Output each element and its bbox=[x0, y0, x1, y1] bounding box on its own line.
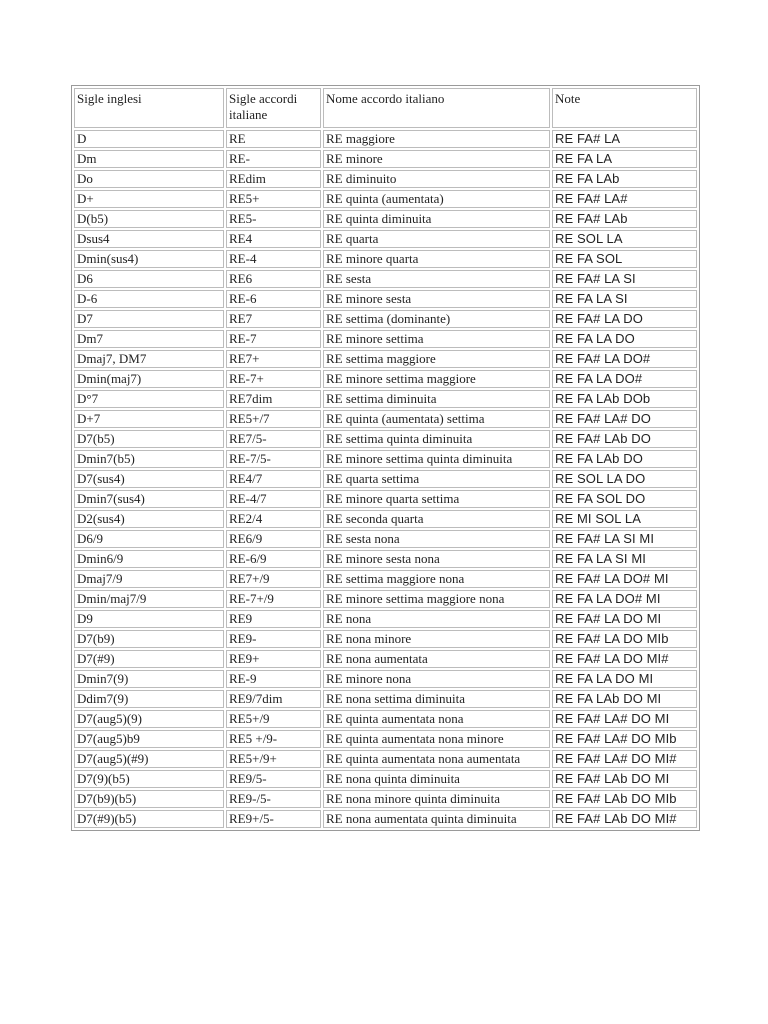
english-symbol-cell: D7(aug5)(#9) bbox=[74, 750, 224, 768]
italian-name-cell: RE minore settima quinta diminuita bbox=[323, 450, 550, 468]
header-notes: Note bbox=[552, 88, 697, 128]
italian-symbol-cell: RE5+/9+ bbox=[226, 750, 321, 768]
english-symbol-cell: Dmin(sus4) bbox=[74, 250, 224, 268]
english-symbol-cell: D7(aug5)(9) bbox=[74, 710, 224, 728]
italian-symbol-cell: RE-7+ bbox=[226, 370, 321, 388]
table-row bbox=[74, 630, 697, 648]
italian-symbol-cell: RE7 bbox=[226, 310, 321, 328]
italian-name-cell: RE quinta aumentata nona minore bbox=[323, 730, 550, 748]
notes-cell: RE FA LA SI MI bbox=[552, 550, 697, 568]
italian-symbol-cell: RE5 +/9- bbox=[226, 730, 321, 748]
english-symbol-cell: D7(b9) bbox=[74, 630, 224, 648]
notes-cell: RE FA# LA# DO MI bbox=[552, 710, 697, 728]
english-symbol-cell: D°7 bbox=[74, 390, 224, 408]
italian-name-cell: RE quinta aumentata nona aumentata bbox=[323, 750, 550, 768]
table-row bbox=[74, 210, 697, 228]
italian-symbol-cell: RE-4/7 bbox=[226, 490, 321, 508]
italian-symbol-cell: RE7/5- bbox=[226, 430, 321, 448]
italian-name-cell: RE minore settima maggiore bbox=[323, 370, 550, 388]
english-symbol-cell: D7(aug5)b9 bbox=[74, 730, 224, 748]
italian-name-cell: RE quinta aumentata nona bbox=[323, 710, 550, 728]
english-symbol-cell: Dmin7(b5) bbox=[74, 450, 224, 468]
italian-name-cell: RE settima quinta diminuita bbox=[323, 430, 550, 448]
table-row bbox=[74, 130, 697, 148]
notes-cell: RE FA# LA DO# MI bbox=[552, 570, 697, 588]
english-symbol-cell: Dmaj7, DM7 bbox=[74, 350, 224, 368]
notes-cell: RE FA# LA# bbox=[552, 190, 697, 208]
table-row bbox=[74, 310, 697, 328]
table-row bbox=[74, 190, 697, 208]
notes-cell: RE FA# LA bbox=[552, 130, 697, 148]
italian-symbol-cell: RE4 bbox=[226, 230, 321, 248]
english-symbol-cell: Dmaj7/9 bbox=[74, 570, 224, 588]
notes-cell: RE MI SOL LA bbox=[552, 510, 697, 528]
notes-cell: RE FA# LA SI bbox=[552, 270, 697, 288]
italian-name-cell: RE quarta settima bbox=[323, 470, 550, 488]
table-row bbox=[74, 650, 697, 668]
italian-name-cell: RE minore quarta bbox=[323, 250, 550, 268]
table-row bbox=[74, 550, 697, 568]
notes-cell: RE FA# LA DO MI# bbox=[552, 650, 697, 668]
italian-name-cell: RE minore bbox=[323, 150, 550, 168]
italian-symbol-cell: RE5+/7 bbox=[226, 410, 321, 428]
italian-name-cell: RE seconda quarta bbox=[323, 510, 550, 528]
english-symbol-cell: D-6 bbox=[74, 290, 224, 308]
english-symbol-cell: Ddim7(9) bbox=[74, 690, 224, 708]
table-row bbox=[74, 810, 697, 828]
english-symbol-cell: D7(sus4) bbox=[74, 470, 224, 488]
table-row bbox=[74, 170, 697, 188]
notes-cell: RE FA LAb DOb bbox=[552, 390, 697, 408]
italian-name-cell: RE quarta bbox=[323, 230, 550, 248]
english-symbol-cell: D6 bbox=[74, 270, 224, 288]
table-row bbox=[74, 450, 697, 468]
english-symbol-cell: Dmin7(9) bbox=[74, 670, 224, 688]
italian-symbol-cell: RE9-/5- bbox=[226, 790, 321, 808]
italian-symbol-cell: RE9/7dim bbox=[226, 690, 321, 708]
notes-cell: RE FA# LA DO bbox=[552, 310, 697, 328]
english-symbol-cell: Dm7 bbox=[74, 330, 224, 348]
notes-cell: RE FA LA bbox=[552, 150, 697, 168]
italian-name-cell: RE minore sesta bbox=[323, 290, 550, 308]
notes-cell: RE FA LAb DO MI bbox=[552, 690, 697, 708]
table-row bbox=[74, 670, 697, 688]
notes-cell: RE FA# LA DO# bbox=[552, 350, 697, 368]
notes-cell: RE SOL LA bbox=[552, 230, 697, 248]
english-symbol-cell: D9 bbox=[74, 610, 224, 628]
italian-symbol-cell: RE7dim bbox=[226, 390, 321, 408]
italian-name-cell: RE settima maggiore bbox=[323, 350, 550, 368]
notes-cell: RE FA LA DO# MI bbox=[552, 590, 697, 608]
english-symbol-cell: D2(sus4) bbox=[74, 510, 224, 528]
notes-cell: RE FA# LAb DO MIb bbox=[552, 790, 697, 808]
english-symbol-cell: D7(#9) bbox=[74, 650, 224, 668]
italian-name-cell: RE quinta diminuita bbox=[323, 210, 550, 228]
italian-name-cell: RE nona aumentata quinta diminuita bbox=[323, 810, 550, 828]
table-row bbox=[74, 750, 697, 768]
header-row bbox=[74, 88, 697, 128]
italian-name-cell: RE minore nona bbox=[323, 670, 550, 688]
table-row bbox=[74, 710, 697, 728]
italian-name-cell: RE sesta nona bbox=[323, 530, 550, 548]
table-row bbox=[74, 290, 697, 308]
table-row bbox=[74, 530, 697, 548]
italian-symbol-cell: RE7+/9 bbox=[226, 570, 321, 588]
italian-symbol-cell: RE-7 bbox=[226, 330, 321, 348]
table-row bbox=[74, 330, 697, 348]
english-symbol-cell: Dsus4 bbox=[74, 230, 224, 248]
table-row bbox=[74, 610, 697, 628]
italian-name-cell: RE nona minore quinta diminuita bbox=[323, 790, 550, 808]
english-symbol-cell: D7(#9)(b5) bbox=[74, 810, 224, 828]
italian-symbol-cell: RE6 bbox=[226, 270, 321, 288]
italian-name-cell: RE nona settima diminuita bbox=[323, 690, 550, 708]
italian-symbol-cell: RE9+ bbox=[226, 650, 321, 668]
table-row bbox=[74, 770, 697, 788]
table-row bbox=[74, 370, 697, 388]
italian-symbol-cell: RE5+/9 bbox=[226, 710, 321, 728]
notes-cell: RE FA# LAb bbox=[552, 210, 697, 228]
italian-name-cell: RE nona aumentata bbox=[323, 650, 550, 668]
notes-cell: RE FA# LA# DO MI# bbox=[552, 750, 697, 768]
english-symbol-cell: Dmin7(sus4) bbox=[74, 490, 224, 508]
italian-symbol-cell: RE-7+/9 bbox=[226, 590, 321, 608]
italian-name-cell: RE settima maggiore nona bbox=[323, 570, 550, 588]
italian-name-cell: RE diminuito bbox=[323, 170, 550, 188]
english-symbol-cell: Dm bbox=[74, 150, 224, 168]
notes-cell: RE FA LA DO# bbox=[552, 370, 697, 388]
table-row bbox=[74, 270, 697, 288]
italian-symbol-cell: RE2/4 bbox=[226, 510, 321, 528]
italian-name-cell: RE quinta (aumentata) bbox=[323, 190, 550, 208]
english-symbol-cell: D7(b5) bbox=[74, 430, 224, 448]
italian-symbol-cell: RE-7/5- bbox=[226, 450, 321, 468]
italian-symbol-cell: RE9 bbox=[226, 610, 321, 628]
italian-name-cell: RE sesta bbox=[323, 270, 550, 288]
italian-symbol-cell: RE-6 bbox=[226, 290, 321, 308]
table-row bbox=[74, 150, 697, 168]
chord-table-container bbox=[71, 85, 696, 831]
italian-symbol-cell: RE5- bbox=[226, 210, 321, 228]
table-row bbox=[74, 490, 697, 508]
english-symbol-cell: D bbox=[74, 130, 224, 148]
italian-symbol-cell: RE4/7 bbox=[226, 470, 321, 488]
notes-cell: RE FA SOL bbox=[552, 250, 697, 268]
italian-symbol-cell: REdim bbox=[226, 170, 321, 188]
notes-cell: RE FA# LA SI MI bbox=[552, 530, 697, 548]
english-symbol-cell: D6/9 bbox=[74, 530, 224, 548]
notes-cell: RE FA LA SI bbox=[552, 290, 697, 308]
italian-name-cell: RE nona bbox=[323, 610, 550, 628]
italian-symbol-cell: RE5+ bbox=[226, 190, 321, 208]
notes-cell: RE FA# LA DO MI bbox=[552, 610, 697, 628]
english-symbol-cell: Dmin(maj7) bbox=[74, 370, 224, 388]
table-row bbox=[74, 570, 697, 588]
italian-symbol-cell: RE9/5- bbox=[226, 770, 321, 788]
italian-symbol-cell: RE7+ bbox=[226, 350, 321, 368]
italian-symbol-cell: RE-9 bbox=[226, 670, 321, 688]
english-symbol-cell: Do bbox=[74, 170, 224, 188]
english-symbol-cell: D7(9)(b5) bbox=[74, 770, 224, 788]
italian-name-cell: RE minore settima maggiore nona bbox=[323, 590, 550, 608]
italian-symbol-cell: RE6/9 bbox=[226, 530, 321, 548]
notes-cell: RE FA# LAb DO bbox=[552, 430, 697, 448]
italian-symbol-cell: RE- bbox=[226, 150, 321, 168]
table-row bbox=[74, 790, 697, 808]
chord-table bbox=[71, 85, 700, 831]
notes-cell: RE SOL LA DO bbox=[552, 470, 697, 488]
english-symbol-cell: D7 bbox=[74, 310, 224, 328]
english-symbol-cell: D(b5) bbox=[74, 210, 224, 228]
english-symbol-cell: Dmin/maj7/9 bbox=[74, 590, 224, 608]
notes-cell: RE FA# LA DO MIb bbox=[552, 630, 697, 648]
italian-name-cell: RE minore sesta nona bbox=[323, 550, 550, 568]
notes-cell: RE FA# LAb DO MI# bbox=[552, 810, 697, 828]
table-row bbox=[74, 250, 697, 268]
chord-table-body bbox=[74, 88, 697, 828]
table-row bbox=[74, 350, 697, 368]
notes-cell: RE FA LA DO bbox=[552, 330, 697, 348]
english-symbol-cell: Dmin6/9 bbox=[74, 550, 224, 568]
english-symbol-cell: D+ bbox=[74, 190, 224, 208]
italian-name-cell: RE settima (dominante) bbox=[323, 310, 550, 328]
italian-symbol-cell: RE9- bbox=[226, 630, 321, 648]
notes-cell: RE FA# LA# DO MIb bbox=[552, 730, 697, 748]
italian-name-cell: RE nona minore bbox=[323, 630, 550, 648]
notes-cell: RE FA LAb DO bbox=[552, 450, 697, 468]
notes-cell: RE FA LAb bbox=[552, 170, 697, 188]
italian-name-cell: RE minore settima bbox=[323, 330, 550, 348]
table-row bbox=[74, 690, 697, 708]
italian-name-cell: RE maggiore bbox=[323, 130, 550, 148]
english-symbol-cell: D7(b9)(b5) bbox=[74, 790, 224, 808]
italian-name-cell: RE settima diminuita bbox=[323, 390, 550, 408]
english-symbol-cell: D+7 bbox=[74, 410, 224, 428]
header-english-symbols: Sigle inglesi bbox=[74, 88, 224, 128]
table-row bbox=[74, 430, 697, 448]
table-row bbox=[74, 510, 697, 528]
table-row bbox=[74, 730, 697, 748]
table-row bbox=[74, 390, 697, 408]
italian-name-cell: RE quinta (aumentata) settima bbox=[323, 410, 550, 428]
header-italian-name: Nome accordo italiano bbox=[323, 88, 550, 128]
table-row bbox=[74, 410, 697, 428]
notes-cell: RE FA# LAb DO MI bbox=[552, 770, 697, 788]
italian-name-cell: RE minore quarta settima bbox=[323, 490, 550, 508]
italian-name-cell: RE nona quinta diminuita bbox=[323, 770, 550, 788]
header-italian-symbols: Sigle accordi italiane bbox=[226, 88, 321, 128]
table-row bbox=[74, 230, 697, 248]
notes-cell: RE FA LA DO MI bbox=[552, 670, 697, 688]
notes-cell: RE FA# LA# DO bbox=[552, 410, 697, 428]
italian-symbol-cell: RE-6/9 bbox=[226, 550, 321, 568]
italian-symbol-cell: RE bbox=[226, 130, 321, 148]
italian-symbol-cell: RE9+/5- bbox=[226, 810, 321, 828]
table-row bbox=[74, 470, 697, 488]
notes-cell: RE FA SOL DO bbox=[552, 490, 697, 508]
italian-symbol-cell: RE-4 bbox=[226, 250, 321, 268]
table-row bbox=[74, 590, 697, 608]
